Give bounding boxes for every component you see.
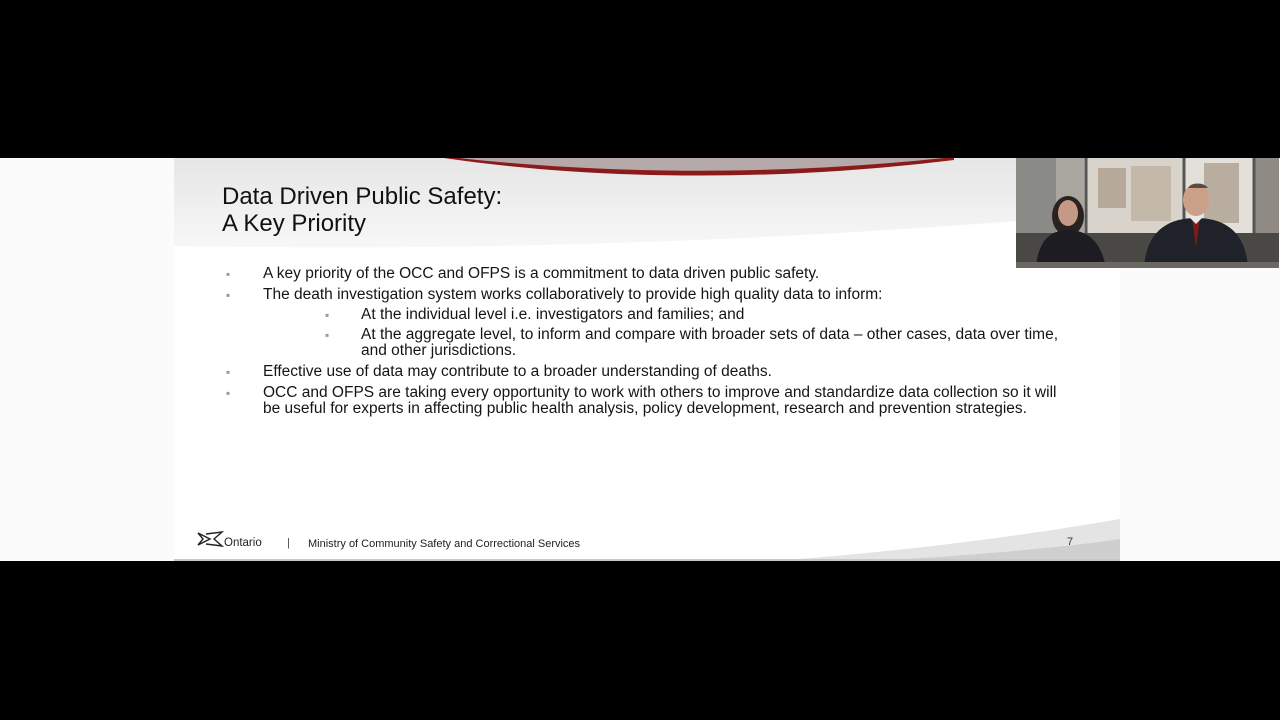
square-bullet-icon: ▪ [226, 267, 231, 281]
sub-bullet-item [263, 307, 1066, 324]
footer-separator: | [287, 537, 290, 549]
bullet-item [226, 364, 1066, 381]
slide-page-number: 7 [1067, 536, 1074, 548]
square-bullet-icon: ▪ [325, 327, 330, 342]
ontario-trillium-logo [196, 530, 226, 548]
footer-ministry: Ministry of Community Safety and Correctional Services [308, 538, 581, 550]
slide-footer [174, 514, 1120, 561]
sub-bullet-text: At the individual level i.e. investigators and families; and [361, 306, 745, 324]
webcam-inset [1016, 158, 1279, 268]
square-bullet-icon: ▪ [226, 287, 231, 302]
square-bullet-icon: ▪ [325, 308, 330, 323]
bullet-item [226, 287, 1066, 360]
bullet-text: OCC and OFPS are taking every opportunity to work with others to improve and standardize data collection so it will be useful for experts in affecting public health analysis, policy development, research and prevention strategies. [263, 383, 1057, 418]
sub-bullet-item [263, 327, 1066, 360]
bullet-text: The death investigation system works collaboratively to provide high quality data to inform: [263, 285, 883, 303]
presentation-slide [174, 158, 1120, 561]
footer-brand: Ontario [224, 537, 262, 549]
sub-bullet-list [263, 307, 1066, 360]
bullet-item [226, 266, 1066, 283]
bullet-text: A key priority of the OCC and OFPS is a commitment to data driven public safety. [263, 265, 820, 282]
bullet-item [226, 385, 1066, 418]
webcam-scene [1016, 158, 1279, 268]
square-bullet-icon: ▪ [226, 364, 231, 379]
bullet-list [226, 266, 1066, 422]
sub-bullet-text: At the aggregate level, to inform and compare with broader sets of data – other cases, data over time, and other jurisdictions. [361, 325, 1059, 360]
square-bullet-icon: ▪ [226, 385, 231, 400]
bullet-text: Effective use of data may contribute to a broader understanding of deaths. [263, 362, 772, 380]
slide-title: Data Driven Public Safety: A Key Priority [222, 183, 503, 237]
